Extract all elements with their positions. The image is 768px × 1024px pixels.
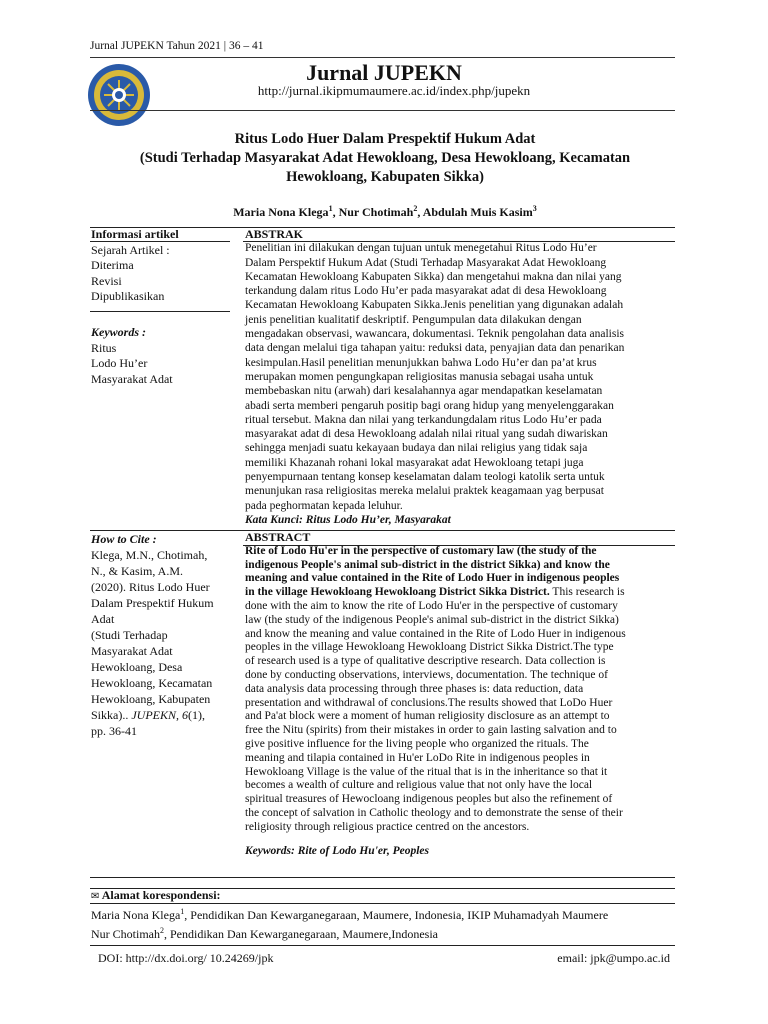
abstract-bold-line: Rite of Lodo Hu'er in the perspective of customary law (the study of the bbox=[245, 544, 597, 557]
cite-line: Masyarakat Adat bbox=[91, 644, 173, 658]
table-bottom-rule bbox=[90, 877, 675, 878]
abstract-line: the concept of salvation in Catholic theology and to demonstrate the sense of their bbox=[245, 806, 623, 819]
cite-pages: pp. 36-41 bbox=[91, 724, 137, 738]
abstrak-line: penyempurnaan tentang konsep keselamatan dalam teologi katolik serta untuk bbox=[245, 471, 605, 484]
corr-line-2 bbox=[91, 923, 691, 942]
corr-name: Maria Nona Klega bbox=[91, 908, 181, 922]
abstract-line: religiosity through religious practice centred on the ancestors. bbox=[245, 820, 530, 833]
abstrak-line: Kecamatan Hewokloang Kabupaten Sikka.Jenis penelitian yang digunakan adalah bbox=[245, 299, 624, 312]
corr-affiliation: , Pendidikan Dan Kewarganegaraan, Maumere,Indonesia bbox=[164, 927, 439, 941]
abstrak-line: data dengan melalui tiga tahapan yaitu: reduksi data, penyajian data dan penarikan bbox=[245, 342, 625, 355]
author-affil-sup: 3 bbox=[532, 204, 537, 213]
cite-line: (Studi Terhadap bbox=[91, 628, 168, 642]
corr-name: Nur Chotimah bbox=[91, 927, 160, 941]
abstract-line: presentation and withdrawal of conclusions.The results showed that LoDo Huer bbox=[245, 696, 613, 709]
running-head: Jurnal JUPEKN Tahun 2021 | 36 – 41 bbox=[90, 40, 264, 52]
abstract-line: give positive influence for the living people who organized the rituals. The bbox=[245, 737, 589, 750]
abstrak-heading: ABSTRAK bbox=[245, 227, 304, 241]
how-to-cite bbox=[91, 531, 231, 739]
abstrak-line: kesimpulan.Hasil penelitian menunjukkan bahwa Lodo Hu’er dan pa’at krus bbox=[245, 356, 597, 369]
abstract-bold-lines bbox=[245, 545, 672, 586]
abstract-bold-text: in the village Hewokloang Hewokloang District Sikka District. bbox=[245, 586, 550, 599]
abstrak-section bbox=[245, 227, 672, 527]
cite-body bbox=[91, 547, 231, 707]
abstrak-line: ritual tersebut. Makna dan nilai yang terkandungdalam ritus Lodo Hu’er pada bbox=[245, 413, 602, 426]
abstrak-line: jenis penelitian kualitatif deskriptif. Pengumpulan data dilakukan dengan bbox=[245, 313, 582, 326]
kata-kunci bbox=[245, 513, 672, 527]
author-affil-sup: 2 bbox=[413, 204, 418, 213]
abstrak-line: sehingga menjadi suatu kekayaan budaya dan nilai religius yang tidak saja bbox=[245, 442, 588, 455]
title-line-3: Hewokloang, Kabupaten Sikka) bbox=[286, 169, 484, 185]
footer-rule bbox=[90, 945, 675, 946]
envelope-icon: ✉ bbox=[91, 891, 100, 902]
author-name: Maria Nona Klega bbox=[233, 205, 329, 219]
cite-line: Dalam Prespektif Hukum bbox=[91, 596, 214, 610]
keywords-heading: Keywords : bbox=[91, 325, 146, 339]
cite-heading: How to Cite : bbox=[91, 532, 157, 546]
cite-text: Sikka).. bbox=[91, 708, 132, 722]
title-line-1: Ritus Lodo Huer Dalam Prespektif Hukum Adat bbox=[234, 131, 536, 147]
author-name: Nur Chotimah bbox=[338, 205, 414, 219]
abstract-heading: ABSTRACT bbox=[245, 530, 311, 544]
cite-issue: (1), bbox=[188, 708, 206, 722]
abstrak-line: mengadakan observasi, wawancara, dokumentasi. Teknik pengolahan data analisis bbox=[245, 328, 624, 341]
abstract-line: and Pa'at block were a moment of human religiosity disclosure as an attempt to bbox=[245, 710, 610, 723]
abstrak-line: pada peghormatan kepada leluhur. bbox=[245, 499, 403, 512]
email-link[interactable]: email: jpk@umpo.ac.id bbox=[557, 951, 670, 965]
article-title bbox=[60, 130, 710, 187]
info-mid-rule bbox=[90, 311, 230, 312]
abstract-line: done by conducting observations, interviews, documentation. The technique of bbox=[245, 668, 608, 681]
corr-heading-line bbox=[91, 888, 691, 904]
abstract-line: law (the study of the indigenous People's animal sub-district in the district Sikka) bbox=[245, 613, 619, 626]
keyword-item: Lodo Hu’er bbox=[91, 356, 148, 370]
corr-affiliation: , Pendidikan Dan Kewarganegaraan, Maumere, Indonesia, IKIP Muhamadyah Maumere bbox=[184, 908, 609, 922]
abstrak-line: memiliki Khazanah rohani lokal masyarakat adat Hewokloang tetapi juga bbox=[245, 456, 584, 469]
abstract-line: and know the meaning and value contained in the Rite of Lodo Huer in indigenous bbox=[245, 627, 626, 640]
abstrak-line: menunjukan rasa religiositas mereka melalui praktek keagamaan yag berpusat bbox=[245, 485, 604, 498]
author-affil-sup: 1 bbox=[328, 204, 333, 213]
abstract-text: This research is bbox=[549, 586, 625, 599]
abstrak-line: terkandung dalam ritus Lodo Hu’er pada masyarakat adat di desa Hewokloang bbox=[245, 285, 607, 298]
article-info bbox=[91, 227, 231, 305]
abstrak-line: Kecamatan Hewokloang Kabupaten Sikka) dan mengetahui makna dan nilai yang bbox=[245, 270, 622, 283]
author-list bbox=[60, 204, 710, 220]
corr-line-1 bbox=[91, 904, 691, 923]
doi-link[interactable]: DOI: http://dx.doi.org/ 10.24269/jpk bbox=[98, 951, 274, 965]
abstract-line: Hewokloang Village is the value of the ritual that is in the inheritance so that it bbox=[245, 765, 608, 778]
cite-line: (2020). Ritus Lodo Huer bbox=[91, 580, 210, 594]
received-label: Diterima bbox=[91, 258, 134, 272]
kata-kunci-value: Ritus Lodo Hu’er, Masyarakat bbox=[305, 513, 451, 526]
kata-kunci-label: Kata Kunci: bbox=[245, 513, 306, 526]
journal-url-link[interactable]: http://jurnal.ikipmumaumere.ac.id/index.php/jupekn bbox=[257, 83, 531, 98]
abstract-section bbox=[245, 531, 672, 858]
corr-heading: Alamat korespondensi: bbox=[101, 888, 221, 902]
revised-label: Revisi bbox=[91, 273, 122, 288]
correspondence bbox=[91, 888, 691, 942]
abstract-line: data analysis data processing through three phases is: data reduction, data bbox=[245, 682, 584, 695]
abstract-line: of research used is a type of qualitative descriptive research. Data collection is bbox=[245, 655, 606, 668]
header-divider bbox=[90, 110, 675, 111]
info-heading: Informasi artikel bbox=[91, 227, 179, 241]
abstract-bold-line: meaning and value contained in the Rite of Lodo Huer in indigenous peoples bbox=[245, 572, 620, 585]
keyword-item: Masyarakat Adat bbox=[91, 371, 173, 386]
author-separator: , bbox=[332, 205, 339, 219]
keywords-block bbox=[91, 325, 231, 387]
abstract-keywords: Keywords: Rite of Lodo Hu'er, Peoples bbox=[245, 844, 429, 857]
abstract-mixed-line bbox=[245, 586, 672, 600]
corr-sup: 2 bbox=[160, 926, 164, 935]
cite-line: Hewokloang, Desa bbox=[91, 660, 183, 674]
cite-line: Klega, M.N., Chotimah, bbox=[91, 548, 208, 562]
abstrak-line: membebaskan nitu (arwah) dari kesalahannya agar mendapatkan keselamatan bbox=[245, 385, 603, 398]
cite-line: N., & Kasim, A.M. bbox=[91, 564, 184, 578]
header-rule bbox=[90, 57, 675, 58]
author-separator: , bbox=[417, 205, 423, 219]
abstrak-line: abadi serta memberi pengaruh positip bagi orang hidup yang menyelenggarakan bbox=[245, 399, 614, 412]
abstrak-line: masyarakat adat di desa Hewokloang adalah nilai ritual yang sudah diwariskan bbox=[245, 428, 608, 441]
cite-line: Adat bbox=[91, 612, 115, 626]
keyword-item: Ritus bbox=[91, 340, 117, 355]
abstract-line: free the Nitu (spirits) from their mistakes in order to gain lasting salvation and to bbox=[245, 724, 617, 737]
abstract-line: done with the aim to know the rite of Lodo Hu'er in the perspective of customary bbox=[245, 599, 618, 612]
abstract-line: spiritual treasures of Hewocloang indigenous peoples but also the refinement of bbox=[245, 793, 613, 806]
abstract-line: peoples in the village Hewokloang Hewokloang District Sikka District.The type bbox=[245, 641, 614, 654]
cite-journal: JUPEKN, 6 bbox=[131, 708, 189, 722]
author-name: Abdulah Muis Kasim bbox=[422, 205, 533, 219]
abstrak-line: Penelitian ini dilakukan dengan tujuan untuk menegetahui Ritus Lodo Hu’er bbox=[245, 242, 597, 255]
abstract-line: meaning and tilapia contained in Hu'er LoDo Rite in indigenous peoples in bbox=[245, 751, 590, 764]
cite-journal-line bbox=[91, 707, 231, 723]
abstrak-body bbox=[245, 241, 672, 513]
abstract-line: becomes a wealth of culture and religious value that not only have the local bbox=[245, 779, 593, 792]
abstract-bold-line: indigenous People's animal sub-district in the district Sikka) and know the bbox=[245, 558, 610, 571]
abstrak-line: Dalam Perspektif Hukum Adat (Studi Terhadap Masyarakat Adat Hewokloang bbox=[245, 256, 607, 269]
cite-line: Hewokloang, Kecamatan bbox=[91, 676, 213, 690]
abstract-body bbox=[245, 600, 672, 835]
title-line-2: (Studi Terhadap Masyarakat Adat Hewokloang, Desa Hewokloang, Kecamatan bbox=[139, 150, 631, 166]
abstrak-line: merupakan momen pengungkapan religiositas manusia sebagai usaha untuk bbox=[245, 370, 594, 383]
cite-line: Hewokloang, Kabupaten bbox=[91, 692, 211, 706]
history-label: Sejarah Artikel : bbox=[91, 242, 170, 257]
published-label: Dipublikasikan bbox=[91, 289, 165, 303]
corr-sup: 1 bbox=[180, 907, 185, 916]
journal-name: Jurnal JUPEKN bbox=[306, 60, 462, 85]
